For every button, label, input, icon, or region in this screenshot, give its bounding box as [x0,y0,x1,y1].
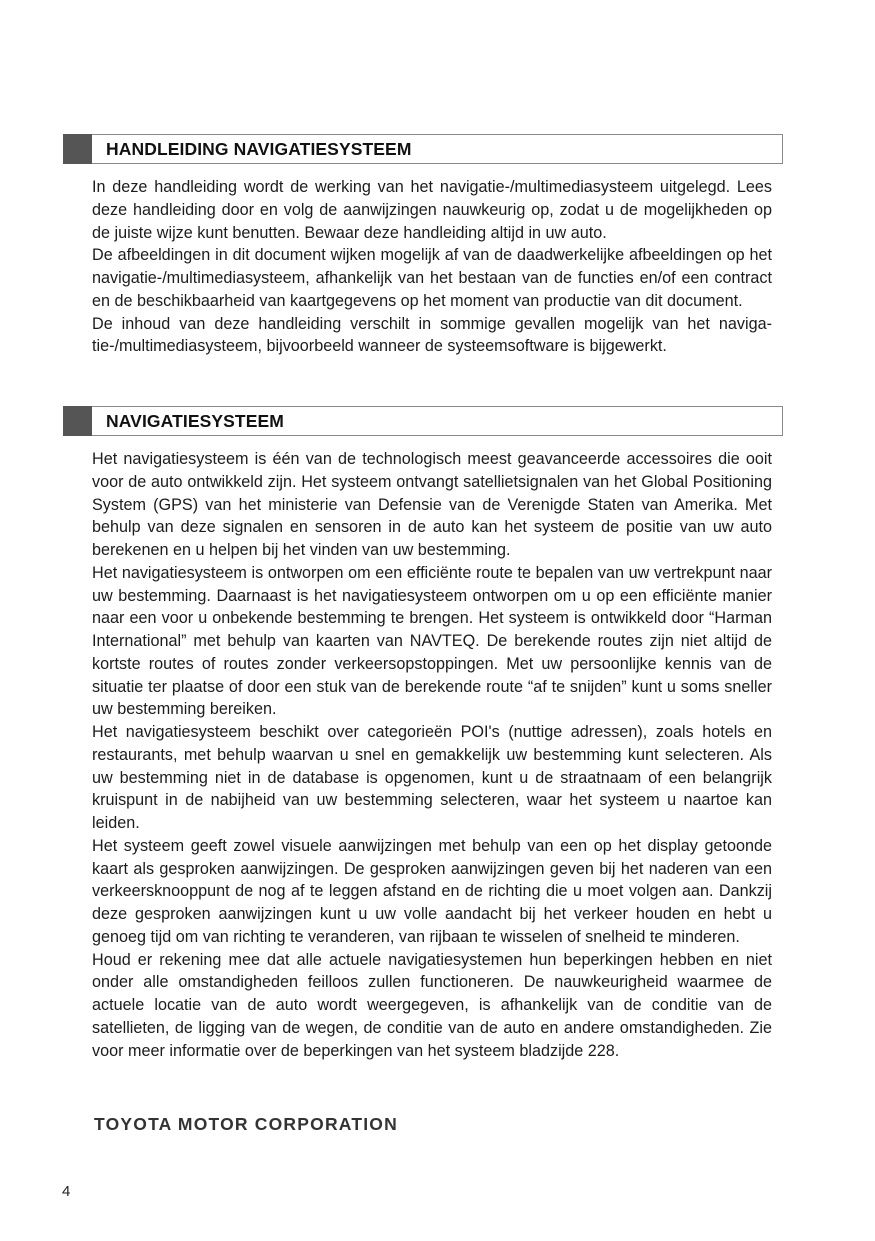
section-header-handleiding [63,134,783,164]
paragraph: Het navigatiesysteem is ontworpen om een efficiënte route te bepalen van uw vertrekpunt naar uw bestemming. Daarnaast is het navigatiesysteem ontworpen om u op een efficiënte manier naar een voor u onbekende bestemming te brengen. Het systeem is ontwikkeld door “Harman International” met behulp van kaarten van NAVTEQ. De berekende routes zijn niet altijd de kortste routes of routes zonder verkeersopstoppingen. Met uw persoonlijke kennis van de situatie ter plaatse of door een stuk van de berekende route “af te snijden” kunt u soms sneller uw bestemming bereiken. [92,563,772,719]
section-title: HANDLEIDING NAVIGATIESYSTEEM [106,139,412,159]
paragraph: Het navigatiesysteem beschikt over categorieën POI's (nuttige adressen), zoals hotels en restaurants, met behulp waarvan u snel en gemakkelijk uw bestemming kunt selecteren. Als uw bestemming niet in de database is opgenomen, kunt u de straatnaam of een belangrijk kruispunt in de nabijheid van uw bestemming selecteren, waar het systeem u naartoe kan leiden. [92,723,772,832]
paragraph: Houd er rekening mee dat alle actuele navigatiesystemen hun beperkingen hebben en niet onder alle omstandigheden feilloos zullen functioneren. De nauwkeurigheid waarmee de actuele locatie van de auto wordt weergegeven, is afhankelijk van de conditie van de satellieten, de ligging van de wegen, de conditie van de auto en andere omstandigheden. Zie voor meer informatie over de beperkingen van het systeem bladzijde 228. [92,950,772,1060]
page-number: 4 [62,1183,71,1200]
brand-name: TOYOTA MOTOR CORPORATION [94,1114,398,1134]
paragraph: Het navigatiesysteem is één van de technologisch meest geavanceerde accessoires die ooit voor de auto ontwikkeld zijn. Het systeem ontvangt satellietsignalen van het Global Positioning System (GPS) van het ministerie van Defensie van de Verenigde Staten van Amerika. Met behulp van deze signalen en sensoren in de auto kan het systeem de positie van uw auto berekenen en u helpen bij het vinden van uw bestemming. [92,450,772,559]
section-body-handleiding [92,176,772,358]
paragraph: In deze handleiding wordt de werking van het navigatie-/multimediasysteem uitgelegd. Lees deze handleiding door en volg de aanwijzingen nauwkeurig op, zodat u de mogelijkheden op de juiste wijze kunt benutten. Bewaar deze handleiding altijd in uw auto. [92,178,772,242]
section-body-navigatiesysteem [92,448,772,1062]
section-marker [63,406,92,436]
paragraph: De afbeeldingen in dit document wijken mogelijk af van de daadwerkelijke afbeeldingen op het navigatie-/multimediasysteem, afhankelijk van het bestaan van de functies en/of een contract en de beschikbaarheid van kaartgegevens op het moment van productie van dit document. [92,246,772,310]
section-header-navigatiesysteem [63,406,783,436]
paragraph: De inhoud van deze handleiding verschilt in sommige gevallen mogelijk van het navigatie-/multimediasysteem, bijvoorbeeld wanneer de systeemsoftware is bijgewerkt. [92,314,772,356]
section-marker [63,134,92,164]
section-title: NAVIGATIESYSTEEM [106,411,284,431]
paragraph: Het systeem geeft zowel visuele aanwijzingen met behulp van een op het display getoonde kaart als gesproken aanwijzingen. De gesproken aanwijzingen geven bij het naderen van een verkeersknooppunt de nog af te leggen afstand en de richting die u moet volgen aan. Dankzij deze gesproken aanwijzingen kunt u uw volle aandacht bij het verkeer houden en hebt u genoeg tijd om van richting te veranderen, van rijbaan te wisselen of snelheid te minderen. [92,836,772,946]
